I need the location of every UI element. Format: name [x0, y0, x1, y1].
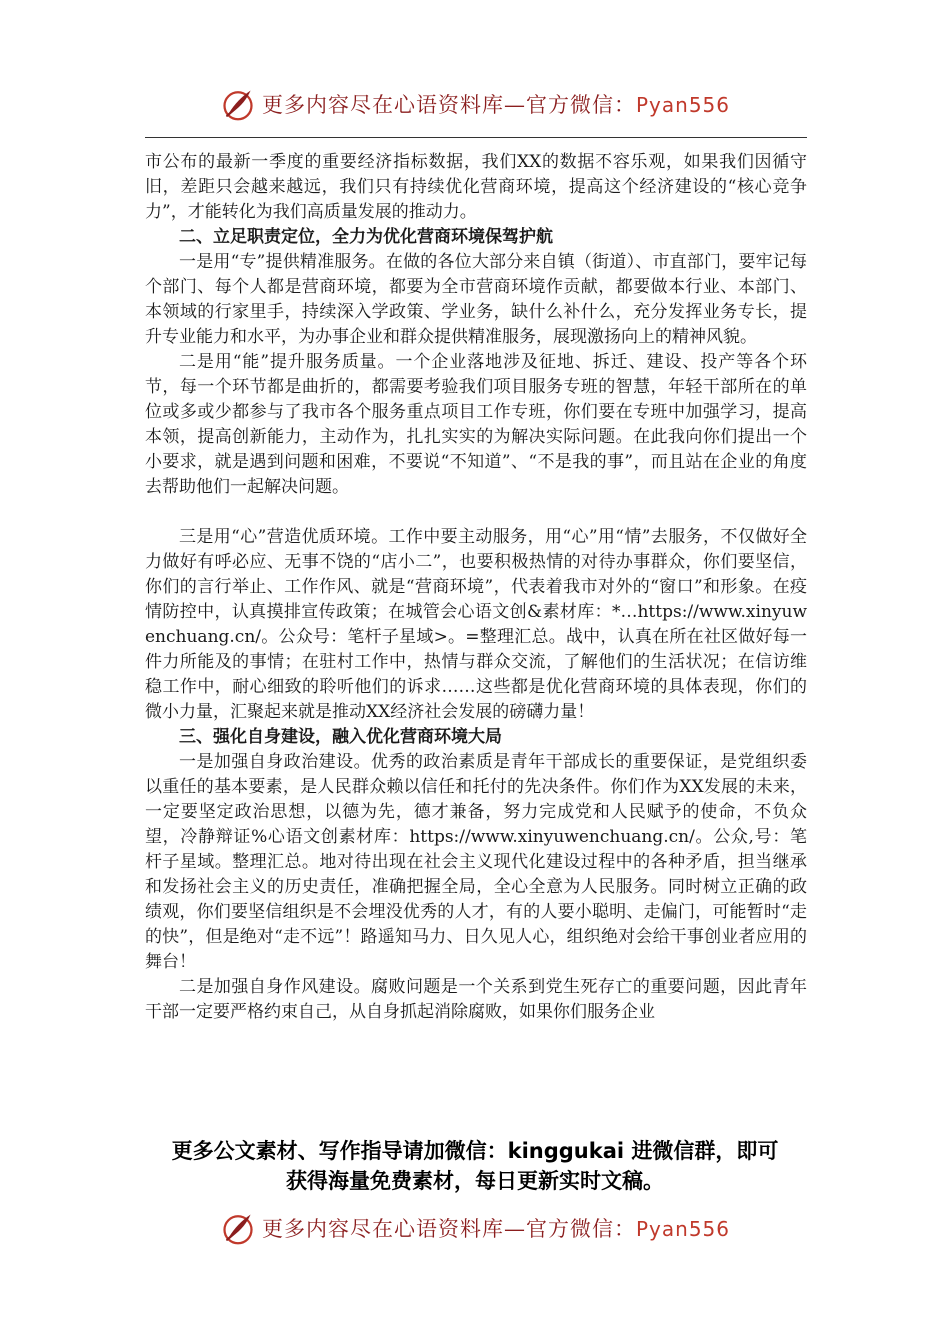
paragraph: 二是加强自身作风建设。腐败问题是一个关系到党生死存亡的重要问题，因此青年干部一定要严格约束自己，从自身抓起消除腐败，如果你们服务企业: [145, 977, 807, 1022]
promo-line-2: 获得海量免费素材，每日更新实时文稿。: [286, 1169, 664, 1193]
promo-banner: [100, 1136, 850, 1196]
footer-brand-text: [262, 1213, 730, 1243]
feather-pen-logo-icon: [220, 1210, 256, 1246]
paragraph: 二是用“能”提升服务质量。一个企业落地涉及征地、拆迁、建设、投产等各个环节，每一个环节都是曲折的，都需要考验我们项目服务专班的智慧，年轻干部所在的单位或多或少都参与了我市各个服务重点项目工作专班，你们要在专班中加强学习，提高本领，提高创新能力，主动作为，扎扎实实的为解决实际问题。在此我向你们提出一个小要求，就是遇到问题和困难，不要说“不知道”、“不是我的事”，而且站在企业的角度去帮助他们一起解决问题。: [145, 352, 807, 497]
header-wechat-id: Pyan556: [635, 93, 730, 117]
section-heading: 二、立足职责定位，全力为优化营商环境保驾护航: [179, 227, 553, 247]
paragraph: 一是用“专”提供精准服务。在做的各位大部分来自镇（街道）、市直部门，要牢记每个部门、每个人都是营商环境，都要为全市营商环境作贡献，都要做本行业、本部门、本领域的行家里手，持续深入学政策、学业务，缺什么补什么，充分发挥业务专长，提升专业能力和水平，为办事企业和群众提供精准服务，展现激扬向上的精神风貌。: [145, 252, 807, 347]
header-brand: 更多内容尽在心语资料库: [261, 93, 504, 117]
header-divider: [145, 137, 807, 138]
page-footer: [0, 1206, 950, 1250]
section-heading: 三、强化自身建设，融入优化营商环境大局: [179, 727, 502, 747]
feather-pen-logo-icon: [220, 86, 256, 122]
footer-brand: 更多内容尽在心语资料库: [261, 1217, 504, 1241]
promo-line-1: 更多公文素材、写作指导请加微信：kinggukai 进微信群，即可: [171, 1139, 779, 1163]
footer-separator: —: [503, 1217, 526, 1241]
document-body: [145, 150, 807, 1025]
footer-wechat-label: 官方微信：: [525, 1217, 636, 1241]
paragraph: 市公布的最新一季度的重要经济指标数据，我们XX的数据不容乐观，如果我们因循守旧，差距只会越来越远，我们只有持续优化营商环境，提高这个经济建设的“核心竞争力”，才能转化为我们高质量发展的推动力。: [145, 152, 807, 222]
page-header: [0, 82, 950, 126]
footer-wechat-id: Pyan556: [635, 1217, 730, 1241]
paragraph: 三是用“心”营造优质环境。工作中要主动服务，用“心”用“情”去服务，不仅做好全力做好有呼必应、无事不饶的“店小二”，也要积极热情的对待办事群众，你们要坚信，你们的言行举止、工作作风、就是“营商环境”，代表着我市对外的“窗口”和形象。在疫情防控中，认真摸排宣传政策；在城管会心语文创&素材库：*…https://www.xinyuwenchuang.cn/。公众号：笔杆子星域>。=整理汇总。战中，认真在所在社区做好每一件力所能及的事情；在驻村工作中，热情与群众交流，了解他们的生活状况；在信访维稳工作中，耐心细致的聆听他们的诉求……这些都是优化营商环境的具体表现，你们的微小力量，汇聚起来就是推动XX经济社会发展的磅礴力量！: [145, 527, 807, 722]
header-wechat-label: 官方微信：: [525, 93, 636, 117]
header-separator: —: [503, 93, 526, 117]
header-brand-text: [262, 89, 730, 119]
paragraph: 一是加强自身政治建设。优秀的政治素质是青年干部成长的重要保证，是党组织委以重任的基本要素，是人民群众赖以信任和托付的先决条件。你们作为XX发展的未来，一定要坚定政治思想，以德为先，德才兼备，努力完成党和人民赋予的使命，不负众望，冷静辩证%心语文创素材库：https://www.xinyuwenchuang.cn/。公众,号：笔杆子星域。整理汇总。地对待出现在社会主义现代化建设过程中的各种矛盾，担当继承和发扬社会主义的历史责任，准确把握全局，全心全意为人民服务。同时树立正确的政绩观，你们要坚信组织是不会埋没优秀的人才，有的人要小聪明、走偏门，可能暂时“走的快”，但是绝对“走不远”！路遥知马力、日久见人心，组织绝对会给干事创业者应用的舞台！: [145, 752, 807, 972]
